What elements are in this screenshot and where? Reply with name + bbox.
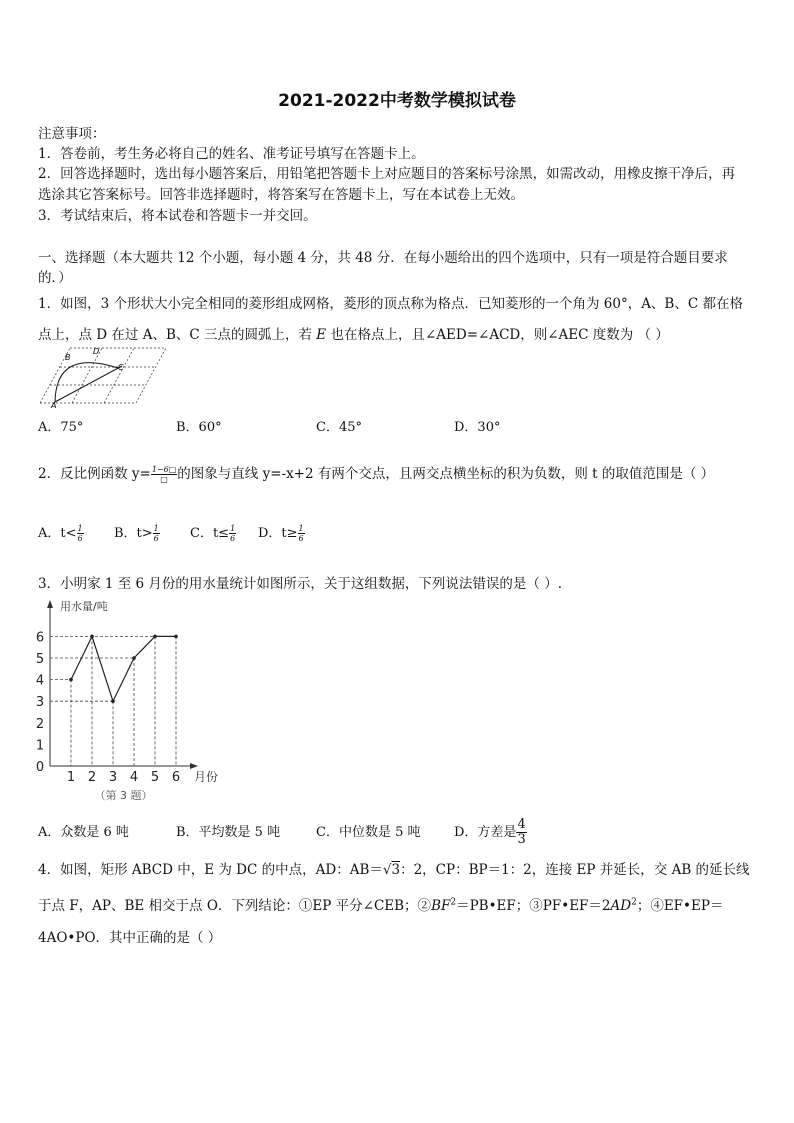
q2-option-b-den: 6	[153, 534, 159, 543]
x-axis-arrow	[190, 763, 198, 769]
q1-label-c: C	[118, 363, 124, 372]
y-tick-label-0: 0	[35, 760, 45, 775]
q1-point-e: E	[316, 327, 327, 343]
x-tick-label-3: 3	[108, 770, 118, 785]
notes-item-3: 3．考试结束后，将本试卷和答题卡一并交回。	[38, 208, 317, 224]
notes-item-2-cont: 选涂其它答案标号。回答非选择题时，将答案写在答题卡上，写在本试卷上无效。	[38, 187, 524, 203]
q4-text-line1	[38, 858, 760, 878]
data-point-1	[69, 678, 73, 682]
rhombus-grid	[40, 348, 166, 403]
chart-series	[69, 635, 178, 703]
q2-option-a[interactable]	[38, 522, 114, 543]
y-axis-label: 用水量/吨	[60, 600, 108, 613]
q2-option-c[interactable]	[190, 522, 258, 543]
q2-option-d-num: 1	[298, 524, 304, 533]
q2-option-a-num: 1	[77, 524, 83, 533]
q1-text-line1: 1．如图，3 个形状大小完全相同的菱形组成网格，菱形的顶点称为格点．已知菱形的一个角为 60°，A、B、C 都在格	[38, 296, 743, 312]
q3-line-chart	[30, 594, 230, 806]
q2-option-c-num: 1	[230, 524, 236, 533]
q1-arc	[55, 363, 118, 402]
x-tick-label-5: 5	[150, 770, 160, 785]
data-point-4	[132, 656, 136, 660]
q4-line1-b: ：2，CP：BP＝1：2，连接 EP 并延长，交 AB 的延长线	[400, 862, 750, 878]
q4-bf: BF	[431, 898, 451, 914]
notes-item-2: 2．回答选择题时，选出每小题答案后，用铅笔把答题卡上对应题目的答案标号涂黑，如需改动，用橡皮擦干净后，再	[38, 166, 736, 182]
q2-option-b[interactable]	[114, 522, 190, 543]
q1-option-b[interactable]: B．60°	[176, 420, 222, 435]
q1-options	[38, 416, 500, 435]
x-tick-label-2: 2	[87, 770, 97, 785]
x-tick-label-1: 1	[66, 770, 76, 785]
chart-caption: （第 3 题）	[94, 789, 153, 802]
q2-options	[38, 522, 305, 543]
q1-label-b: B	[65, 353, 71, 362]
q4-line2-c: ；④EF•EP＝	[636, 898, 724, 914]
q4-ad: AD	[610, 898, 632, 914]
q1-text-line2-a: 点上，点 D 在过 A、B、C 三点的圆弧上，若	[38, 327, 312, 343]
q3-option-c[interactable]: C．中位数是 5 吨	[316, 825, 421, 840]
x-axis-label: 月份	[194, 770, 219, 784]
q2-option-a-den: 6	[77, 534, 83, 543]
q4-sqrt-value: 3	[391, 862, 401, 878]
section-heading: 一、选择题（本大题共 12 个小题，每小题 4 分，共 48 分．在每小题给出的四个选项中，只有一项是符合题目要求	[38, 250, 728, 266]
q2-fraction	[151, 465, 177, 484]
y-tick-label-6: 6	[35, 630, 45, 646]
q3-option-d-den: 3	[517, 832, 526, 847]
q3-options	[38, 818, 527, 847]
q4-line1-a: 4．如图，矩形 ABCD 中，E 为 DC 的中点，AD：AB＝	[38, 862, 383, 878]
q2-frac-den: □	[160, 475, 168, 484]
x-tick-label-6: 6	[171, 770, 181, 785]
q1-option-c[interactable]: C．45°	[316, 420, 362, 435]
data-point-2	[90, 635, 94, 639]
chart-labels	[36, 599, 218, 802]
q1-option-d[interactable]: D．30°	[454, 420, 501, 435]
q2-option-c-prefix: C．t≤	[190, 526, 230, 541]
q2-text-b: 的图象与直线 y=-x+2 有两个交点，且两交点横坐标的积为负数，则 t 的取值范围是（ ）	[177, 466, 715, 482]
q2-option-b-num: 1	[153, 524, 159, 533]
q3-text: 3．小明家 1 至 6 月份的用水量统计如图所示，关于这组数据，下列说法错误的是（ ）.	[38, 576, 563, 592]
q2-frac-num: 1−6□	[151, 465, 177, 474]
q2-option-a-frac	[77, 524, 84, 543]
q4-line2-a: 于点 F，AP、BE 相交于点 O．下列结论：①EP 平分∠CEB；②	[38, 898, 432, 914]
q4-line2-b: ＝PB•EF；③PF•EF＝2	[456, 898, 611, 914]
q4-text-line2: 于点 F，AP、BE 相交于点 O．下列结论：①EP 平分∠CEB；$②BF^2=PB•EF$；$③PF•EF=2AD^2$；④EF•EP＝	[38, 897, 724, 914]
data-point-3	[111, 699, 115, 703]
x-tick-label-4: 4	[129, 770, 139, 785]
q2-option-d[interactable]	[258, 522, 305, 543]
q2-option-b-frac	[153, 524, 160, 543]
q4-sqrt: √3	[382, 862, 401, 878]
q2-option-c-den: 6	[230, 534, 236, 543]
y-tick-label-4: 4	[35, 673, 45, 689]
q2-option-a-prefix: A．t<	[38, 526, 77, 541]
q2-option-d-prefix: D．t≥	[258, 526, 298, 541]
y-tick-label-2: 2	[35, 716, 45, 732]
q1-figure	[38, 340, 170, 408]
q1-text-line2-b: 也在格点上，且∠AED=∠ACD，则∠AEC 度数为 （ ）	[330, 327, 669, 343]
q2-text	[38, 462, 760, 484]
page-title: 2021-2022中考数学模拟试卷	[278, 91, 516, 111]
q3-option-d-frac	[516, 818, 526, 847]
series-line	[71, 636, 176, 701]
q3-option-d-text: D．方差是	[454, 825, 517, 840]
q1-option-a[interactable]: A．75°	[38, 420, 84, 435]
section-heading-cont: 的．）	[38, 270, 72, 286]
q2-option-c-frac	[229, 524, 236, 543]
y-axis-arrow	[47, 600, 53, 608]
data-point-5	[153, 635, 157, 639]
q1-label-d: D	[93, 347, 100, 356]
q3-option-d[interactable]	[454, 818, 527, 847]
q1-label-a: A	[51, 401, 57, 408]
y-tick-label-1: 1	[35, 738, 45, 754]
y-tick-label-5: 5	[35, 652, 45, 667]
notes-item-1: 1．答卷前，考生务必将自己的姓名、准考证号填写在答题卡上。	[38, 146, 425, 162]
q3-option-d-num: 4	[517, 817, 526, 832]
q2-text-a: 2．反比例函数 y=	[38, 466, 151, 482]
q2-option-b-prefix: B．t>	[114, 526, 153, 541]
notes-heading: 注意事项：	[38, 126, 106, 142]
chart-axes	[47, 600, 198, 769]
q3-option-a[interactable]: A．众数是 6 吨	[38, 825, 129, 840]
q4-text-line3: 4AO•PO．其中正确的是（ ）	[38, 930, 222, 946]
q3-option-b[interactable]: B．平均数是 5 吨	[176, 825, 281, 840]
q2-option-d-den: 6	[298, 534, 304, 543]
q2-option-d-frac	[298, 524, 305, 543]
data-point-6	[174, 635, 178, 639]
y-tick-label-3: 3	[35, 695, 45, 711]
